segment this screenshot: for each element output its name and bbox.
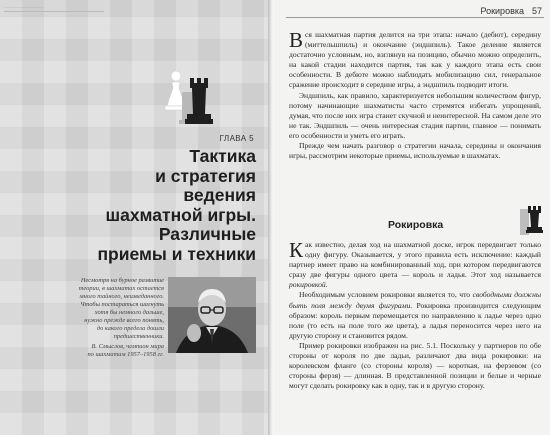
epigraph-line: хотя бы немного дальше, [94,309,164,316]
emphasis: свободными должны быть поля между двумя фигурами. [289,290,541,310]
paragraph-text: ся шахматная партия делится на три этапа: начало (дебют), середину (миттельшпиль) и окончание (эндшпиль). Такое деление является достаточно условным, но, взглянув на позицию, обычно можно определить, на какой стадии находится партия, так как у каждого этапа есть свои особенности. В дебюте можно наблюдать мобилизацию сил, генеральное сражение происходит в середине игры, а эндшпиль подводит итоги. [289,30,541,90]
epigraph-line: предшественники. [113,333,164,340]
section-heading: Рокировка [388,219,444,231]
paragraph-text: Необходимым условием рокировки является то, что [299,290,471,300]
paragraph: Пример рокировки изображен на рис. 5.1. Поскольку у партнеров по обе стороны от короля по две ладьи, различают два вида рокировки: на королевском фланге (со стороны короля) — короткая, на ферзевом (со стороны ферзя) — длинная. В представленной позиции и белые и черные могут сделать рокировку как в одну, так и в другую сторону. [289,340,541,391]
epigraph-line: Чтобы постараться шагнуть [80,301,164,308]
epigraph [8,277,164,341]
paragraph [289,290,541,340]
left-running-head: …………………… [4,2,104,12]
chapter-title-line: Тактика [189,146,256,166]
epigraph-line: много тайного, неизведанного. [79,293,164,300]
chapter-title [56,147,256,264]
chapter-title-line: приемы и техники [97,243,256,264]
chess-rook-icon [520,203,546,235]
drop-cap: В [289,28,304,52]
running-title: Рокировка [480,6,524,16]
chess-pieces-icon [160,56,220,130]
epigraph-line: нужно прежде всего понять, [84,317,164,324]
epigraph-author [8,343,164,359]
drop-cap: К [289,238,304,262]
emphasis: рокировкой. [289,280,328,290]
chapter-title-line: и стратегия [155,165,256,186]
chapter-title-line: шахматной игры. [105,204,256,225]
castling-text [289,240,541,391]
paragraph: Прежде чем начать разговор о стратегии начала, середины и окончания игры, рассмотрим некоторые приемы, используемые в шахматах. [289,141,541,161]
page-number: 57 [531,6,542,16]
paragraph [289,240,541,290]
epigraph-line: Несмотря на бурное развитие [80,277,164,284]
paragraph [289,30,541,91]
running-head [286,4,544,18]
chapter-title-line: Различные [158,224,256,244]
paragraph: Эндшпиль, как правило, характеризуется небольшим количеством фигур, потому начинающие шахматисты часто стремятся избегать упрощений, думая, что после них игра станет скучной и неинтересной. На самом деле это не так. Эндшпиль — очень интересная стадия партии, главное — понимать его особенности и уметь его играть. [289,90,541,140]
intro-text [289,30,541,161]
epigraph-line: теории, в шахматах остается [78,285,164,292]
paragraph-text: Рокировка производится следующим образом: король первым перемещается по направлению к ладье через одно поле (то есть на поле того же цвета), а ладья переносится через него на другую сторону и становится рядом. [289,300,541,340]
portrait-photo [168,277,256,353]
epigraph-author-line: В. Смыслов, чемпион мира [91,343,164,350]
left-page [0,0,268,435]
chapter-label: ГЛАВА 5 [219,134,254,143]
right-page [274,0,550,435]
epigraph-author-line: по шахматам 1957–1958 гг. [87,351,164,358]
epigraph-line: до какого предела дошли [96,325,164,332]
chapter-title-line: ведения [183,185,256,205]
paragraph-text: ак известно, делая ход на шахматной доске, игрок передвигает только одну фигуру. Оказывается, у этого правила есть исключение: каждый партнер имеет право на комбинированный ход, при котором передвигаются сразу две фигуры одного цвета — король и ладья. Этот ход называется [289,240,541,280]
